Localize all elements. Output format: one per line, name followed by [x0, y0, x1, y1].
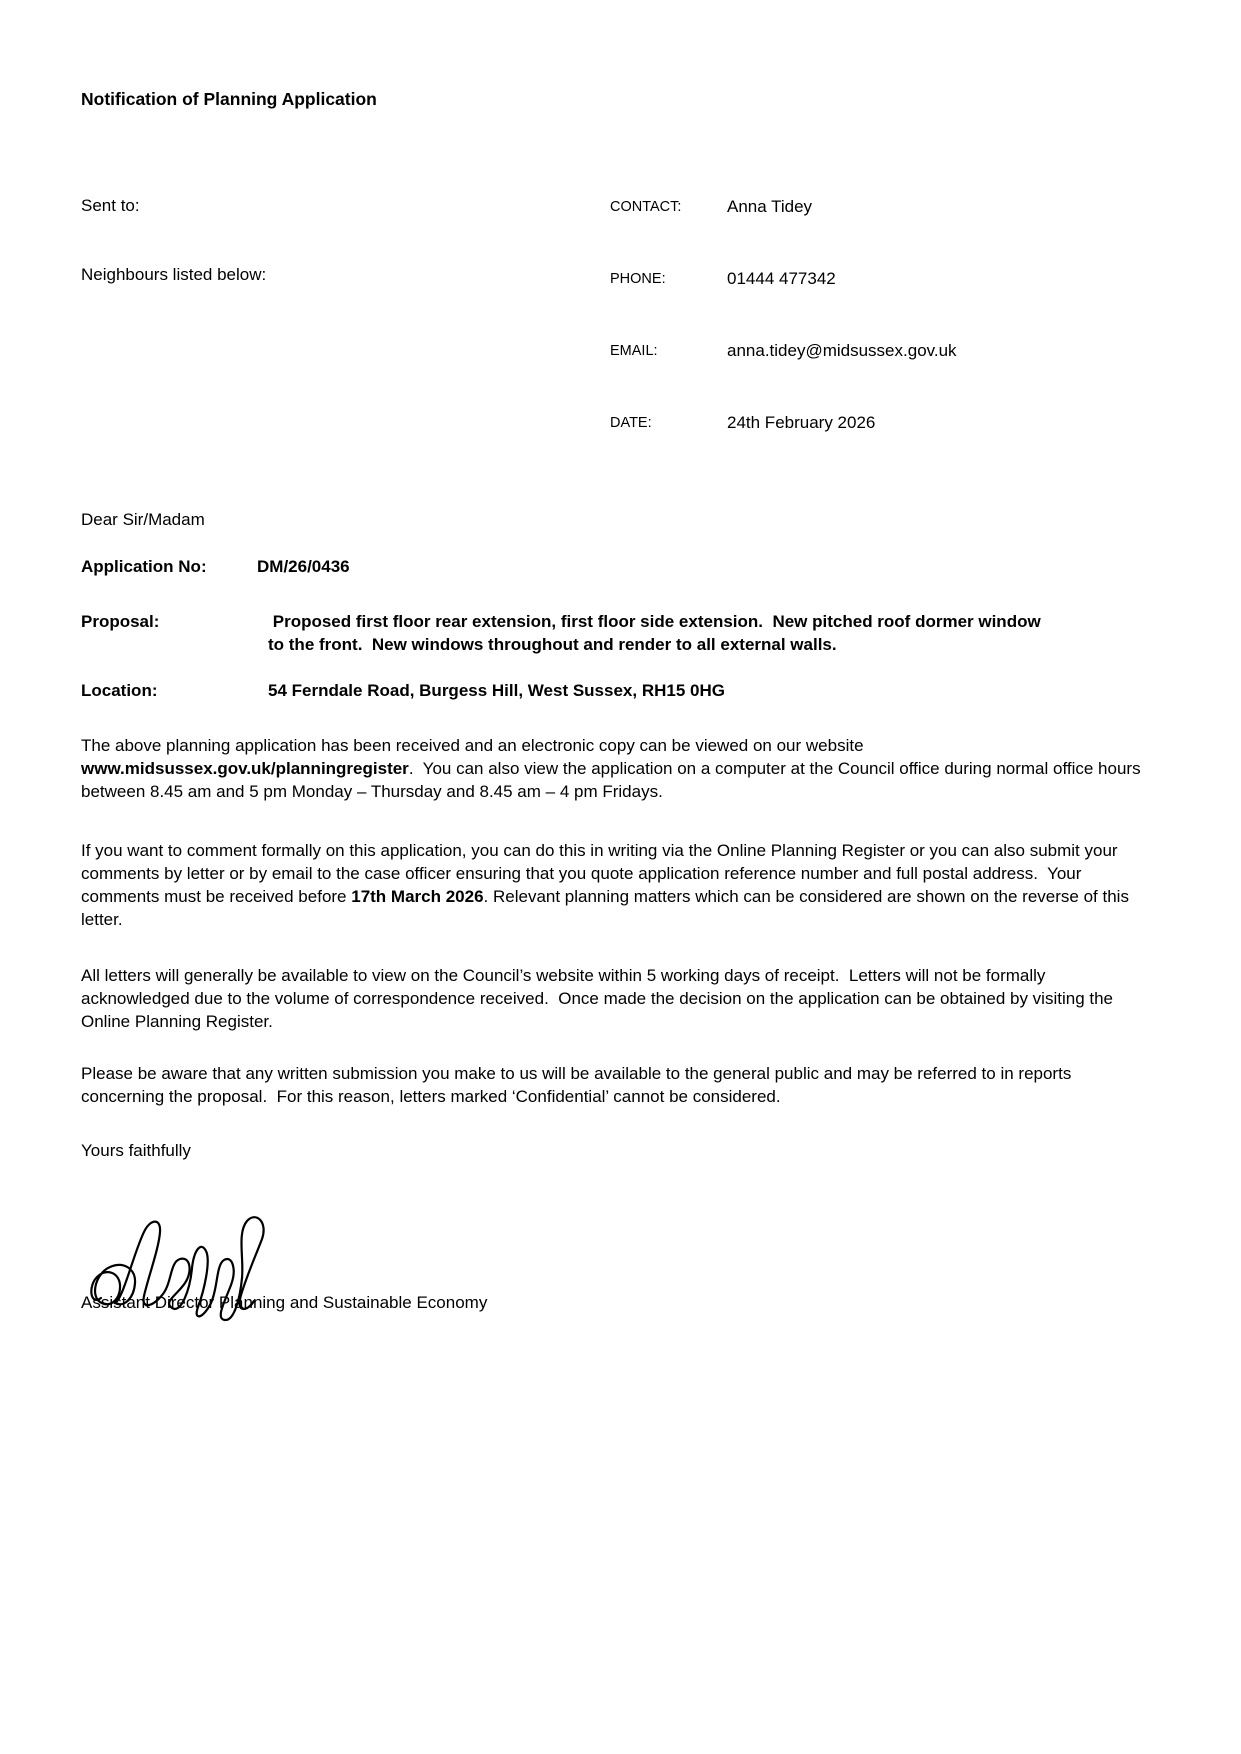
- proposal-label: Proposal:: [81, 612, 160, 631]
- para-letters: All letters will generally be available to view on the Council’s website within 5 working days of receipt. Letters will not be formally acknowledged due to the volume of correspondence received. Once made the decision on the application can be obtained by visiting the Online Planning Register.: [81, 966, 1118, 1031]
- location-value: 54 Ferndale Road, Burgess Hill, West Sussex, RH15 0HG: [268, 681, 725, 700]
- para-website-text-after: . You can also view the application on a computer at the Council office during normal office hours between 8.45 am and 5 pm Monday – Thursday and 8.45 am – 4 pm Fridays.: [81, 759, 1146, 801]
- contact-row: [610, 194, 957, 220]
- application-no-row: [81, 555, 1155, 578]
- email-value: anna.tidey@midsussex.gov.uk: [727, 341, 957, 360]
- phone-value: 01444 477342: [727, 269, 836, 288]
- contact-row: [610, 338, 957, 364]
- signatory-role: Assistant Director Planning and Sustainable Economy: [81, 1293, 488, 1312]
- para-comments-text-after: . Relevant planning matters which can be considered are shown on the reverse of this letter.: [81, 887, 1134, 929]
- para-confidential: Please be aware that any written submission you make to us will be available to the general public and may be referred to in reports concerning the proposal. For this reason, letters marked ‘Confidential’ cannot be considered.: [81, 1064, 1077, 1106]
- para-comments-text: If you want to comment formally on this application, you can do this in writing via the Online Planning Register or you can also submit your comments by letter or by email to the case officer ensuring that you quote application reference number and full postal address. Your comments must be received before: [81, 841, 1123, 906]
- para-website: [81, 734, 1155, 803]
- closing-valediction: Yours faithfully: [81, 1141, 191, 1160]
- proposal-text: Proposed first floor rear extension, first floor side extension. New pitched roof dormer window to the front. New windows throughout and render to all external walls.: [268, 612, 1046, 654]
- salutation: Dear Sir/Madam: [81, 510, 205, 529]
- para-comments: [81, 839, 1155, 931]
- para-website-text: The above planning application has been received and an electronic copy can be viewed on our website: [81, 736, 869, 755]
- email-label: EMAIL:: [610, 343, 658, 359]
- date-label: DATE:: [610, 415, 652, 431]
- sent-to-block: [81, 148, 610, 482]
- header-row: [81, 148, 1155, 482]
- contact-name-value: Anna Tidey: [727, 197, 813, 216]
- proposal-row: [81, 610, 1155, 656]
- date-value: 24th February 2026: [727, 413, 876, 432]
- website-url: www.midsussex.gov.uk/planningregister: [81, 759, 409, 778]
- location-label: Location:: [81, 681, 158, 700]
- application-no-value: DM/26/0436: [257, 557, 350, 576]
- letter-title: Notification of Planning Application: [81, 89, 377, 109]
- contact-block: [610, 148, 957, 482]
- sent-to-label: Sent to:: [81, 196, 140, 215]
- sent-to-value: Neighbours listed below:: [81, 265, 267, 284]
- contact-label: CONTACT:: [610, 199, 682, 215]
- location-row: [81, 679, 1155, 702]
- signature-image: [87, 1162, 1155, 1282]
- application-no-label: Application No:: [81, 557, 207, 576]
- contact-row: [610, 266, 957, 292]
- phone-label: PHONE:: [610, 271, 666, 287]
- contact-row: [610, 410, 957, 436]
- deadline-date: 17th March 2026: [351, 887, 484, 906]
